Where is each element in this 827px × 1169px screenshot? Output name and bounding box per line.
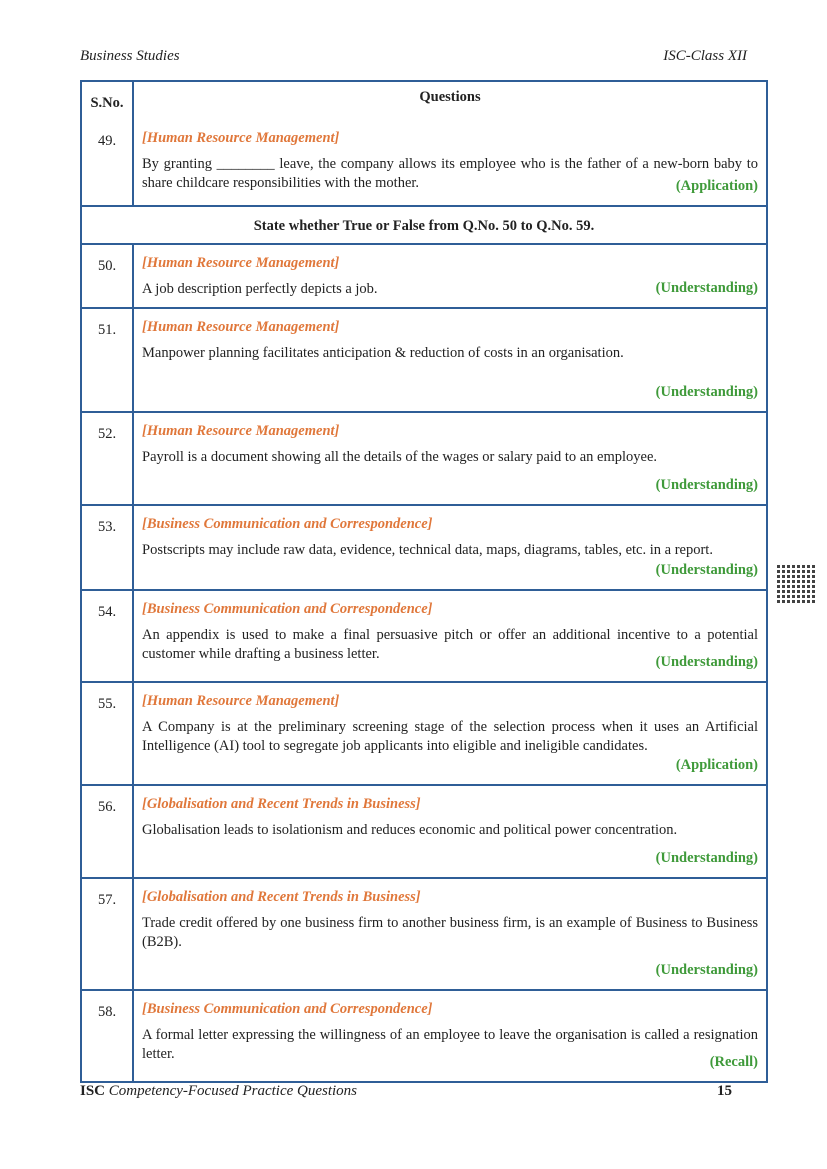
question-number: 52. <box>82 413 134 504</box>
question-cell <box>134 309 766 411</box>
question-number: 50. <box>82 245 134 307</box>
page-number: 15 <box>717 1083 732 1099</box>
question-cell <box>134 413 766 504</box>
cognitive-level-tag: (Application) <box>675 757 758 773</box>
question-topic: [Business Communication and Correspondence] <box>142 1001 433 1017</box>
question-text: Globalisation leads to isolationism and reduces economic and political power concentration. <box>142 822 678 838</box>
question-number: 55. <box>82 683 134 784</box>
question-cell <box>134 591 766 681</box>
question-topic: [Globalisation and Recent Trends in Business] <box>142 889 421 905</box>
table-row <box>82 589 766 681</box>
question-text: An appendix is used to make a final persuasive pitch or offer an additional incentive to a potential customer while drafting a business letter. <box>142 627 758 662</box>
question-topic: [Human Resource Management] <box>142 319 340 335</box>
table-row <box>82 120 766 205</box>
question-number: 56. <box>82 786 134 877</box>
cognitive-level-tag: (Understanding) <box>655 477 758 493</box>
cognitive-level-tag: (Understanding) <box>655 962 758 978</box>
table-row <box>82 681 766 784</box>
question-topic: [Business Communication and Correspondence] <box>142 601 433 617</box>
footer-brand: ISC <box>80 1083 106 1099</box>
cognitive-level-tag: (Recall) <box>709 1054 758 1070</box>
table-header-row <box>82 82 766 120</box>
question-cell <box>134 245 766 307</box>
question-text: By granting ________ leave, the company allows its employee who is the father of a new-born baby to share childcare responsibilities with the mother. <box>142 156 758 191</box>
instruction-text: State whether True or False from Q.No. 50 to Q.No. 59. <box>253 218 595 234</box>
question-topic: [Globalisation and Recent Trends in Business] <box>142 796 421 812</box>
question-text: Trade credit offered by one business firm to another business firm, is an example of Business to Business (B2B). <box>142 915 758 950</box>
question-text: A Company is at the preliminary screening stage of the selection process when it uses an Artificial Intelligence (AI) tool to segregate job applicants into eligible and ineligible candidates. <box>142 719 758 754</box>
table-row <box>82 411 766 504</box>
question-number: 53. <box>82 506 134 589</box>
col-sno-header: S.No. <box>82 82 134 120</box>
question-cell <box>134 991 766 1081</box>
question-cell <box>134 879 766 989</box>
question-number: 58. <box>82 991 134 1081</box>
table-row <box>82 784 766 877</box>
question-text: Postscripts may include raw data, evidence, technical data, maps, diagrams, tables, etc. in a report. <box>142 542 713 558</box>
cognitive-level-tag: (Application) <box>675 178 758 194</box>
cognitive-level-tag: (Understanding) <box>655 654 758 670</box>
question-number: 51. <box>82 309 134 411</box>
question-topic: [Business Communication and Correspondence] <box>142 516 433 532</box>
question-topic: [Human Resource Management] <box>142 423 340 439</box>
question-cell <box>134 506 766 589</box>
question-topic: [Human Resource Management] <box>142 130 340 146</box>
question-cell <box>134 786 766 877</box>
question-text: Payroll is a document showing all the details of the wages or salary paid to an employee. <box>142 449 658 465</box>
instruction-row <box>82 205 766 243</box>
question-text: A job description perfectly depicts a job. <box>142 281 378 297</box>
col-questions-header: Questions <box>419 89 481 105</box>
qr-code <box>777 565 815 603</box>
footer-title: Competency-Focused Practice Questions <box>108 1083 358 1099</box>
question-topic: [Human Resource Management] <box>142 255 340 271</box>
cognitive-level-tag: (Understanding) <box>655 562 758 578</box>
table-row <box>82 504 766 589</box>
table-row <box>82 307 766 411</box>
table-row <box>82 243 766 307</box>
header-class: ISC-Class XII <box>663 48 747 64</box>
question-cell <box>134 120 766 205</box>
question-number: 54. <box>82 591 134 681</box>
questions-table <box>80 80 768 1083</box>
question-number: 49. <box>82 120 134 205</box>
cognitive-level-tag: (Understanding) <box>655 280 758 296</box>
question-cell <box>134 683 766 784</box>
table-row <box>82 877 766 989</box>
cognitive-level-tag: (Understanding) <box>655 850 758 866</box>
question-number: 57. <box>82 879 134 989</box>
question-topic: [Human Resource Management] <box>142 693 340 709</box>
question-text: Manpower planning facilitates anticipation & reduction of costs in an organisation. <box>142 345 624 361</box>
question-text: A formal letter expressing the willingness of an employee to leave the organisation is called a resignation letter. <box>142 1027 758 1062</box>
cognitive-level-tag: (Understanding) <box>655 384 758 400</box>
header-subject: Business Studies <box>80 48 180 64</box>
footer <box>80 1083 732 1100</box>
table-row <box>82 989 766 1081</box>
